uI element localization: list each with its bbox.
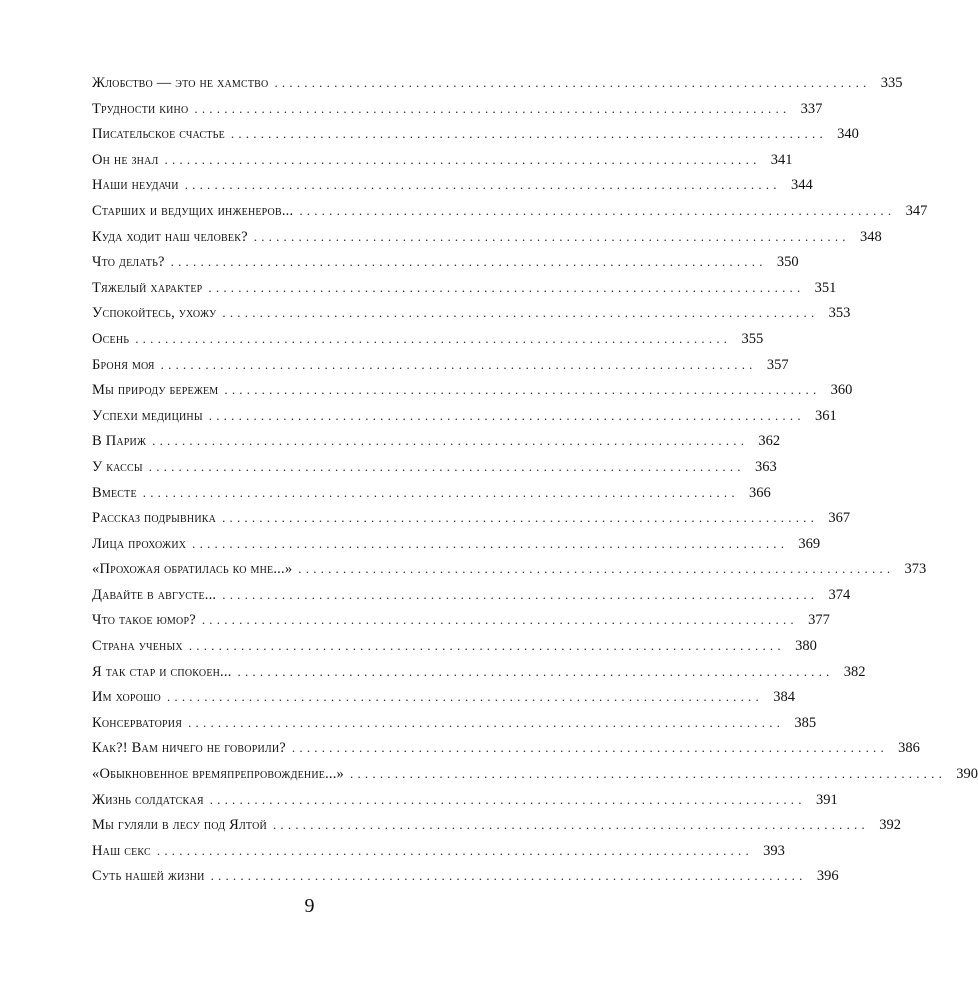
toc-entry-title: Консерватория	[92, 714, 183, 731]
toc-leader-dots: ................................................................................	[222, 305, 819, 321]
toc-entry-page: 391	[815, 791, 838, 808]
toc-entry-page: 361	[815, 407, 837, 424]
toc-entry	[92, 761, 978, 787]
toc-entry-page: 347	[905, 202, 928, 219]
toc-entry-page: 341	[770, 151, 793, 168]
toc-leader-dots: ................................................................................	[156, 842, 753, 858]
toc-leader-dots: ................................................................................	[194, 100, 791, 116]
toc-entry-page: 392	[879, 817, 901, 834]
toc-leader-dots: ................................................................................	[222, 586, 819, 602]
toc-entry-title: Мы природу бережем	[92, 382, 219, 399]
toc-entry-page: 386	[898, 740, 920, 757]
toc-leader-dots: ................................................................................	[222, 510, 819, 526]
toc-entry-page: 382	[843, 663, 866, 680]
toc-entry-page: 355	[741, 330, 764, 347]
toc-entry-title: Мы гуляли в лесу под Ялтой	[92, 817, 267, 834]
toc-entry-title: Вместе	[92, 484, 137, 501]
toc-entry	[92, 633, 817, 659]
toc-leader-dots: ................................................................................	[170, 254, 767, 270]
toc-entry	[92, 531, 821, 557]
toc-entry-page: 340	[837, 126, 859, 143]
page-number: 9	[304, 895, 315, 917]
toc-leader-dots: ................................................................................	[274, 75, 871, 90]
toc-entry	[92, 403, 837, 429]
toc-entry	[92, 172, 813, 198]
toc-leader-dots: ................................................................................	[291, 740, 888, 756]
toc-entry	[92, 249, 799, 275]
toc-leader-dots: ................................................................................	[188, 638, 785, 654]
toc-entry	[92, 326, 764, 352]
toc-entry	[92, 505, 851, 531]
toc-entry-title: Осень	[92, 330, 130, 347]
toc-entry-title: Тяжелый характер	[92, 279, 203, 296]
toc-entry-title: Успехи медицины	[92, 407, 203, 424]
toc-entry-page: 377	[808, 612, 830, 629]
toc-entry-title: Куда ходит наш человек?	[92, 228, 248, 245]
toc-entry	[92, 812, 901, 838]
toc-leader-dots: ................................................................................	[208, 279, 805, 295]
toc-leader-dots: ................................................................................	[160, 356, 757, 372]
toc-entry-title: Броня моя	[92, 356, 155, 373]
toc-entry	[92, 377, 853, 403]
toc-leader-dots: ................................................................................	[299, 202, 896, 218]
toc-entry-page: 362	[758, 433, 781, 450]
toc-entry	[92, 684, 795, 710]
toc-entry-title: Рассказ подрывника	[92, 510, 217, 527]
toc-entry	[92, 70, 903, 96]
toc-entry-title: Успокойтесь, ухожу	[92, 305, 217, 322]
toc-entry-title: Им хорошо	[92, 689, 161, 706]
toc-entry	[92, 428, 781, 454]
toc-entry-title: У кассы	[92, 458, 143, 475]
toc-entry-title: «Прохожая обратилась ко мне...»	[92, 561, 293, 578]
table-of-contents	[92, 70, 978, 889]
toc-entry-page: 335	[880, 75, 903, 91]
toc-entry-title: Писательское счастье	[92, 126, 225, 143]
toc-entry-page: 393	[763, 842, 785, 859]
toc-leader-dots: ................................................................................	[201, 612, 798, 628]
toc-entry	[92, 121, 859, 147]
toc-leader-dots: ................................................................................	[208, 407, 805, 423]
toc-entry	[92, 735, 920, 761]
toc-leader-dots: ................................................................................	[230, 126, 827, 142]
toc-entry	[92, 838, 785, 864]
toc-entry-title: Он не знал	[92, 151, 159, 168]
toc-entry	[92, 275, 837, 301]
toc-leader-dots: ................................................................................	[272, 817, 869, 833]
toc-entry-title: Трудности кино	[92, 100, 189, 117]
toc-entry-title: Жлобство — это не хамство	[92, 75, 269, 91]
toc-leader-dots: ................................................................................	[164, 151, 761, 167]
toc-entry	[92, 300, 851, 326]
toc-leader-dots: ................................................................................	[350, 766, 947, 782]
toc-entry-page: 366	[749, 484, 771, 501]
toc-entry-title: «Обыкновенное времяпрепровождение...»	[92, 766, 345, 783]
toc-entry	[92, 96, 823, 122]
toc-entry-title: Старших и ведущих инженеров...	[92, 202, 294, 219]
toc-entry	[92, 607, 830, 633]
toc-leader-dots: ................................................................................	[184, 177, 781, 193]
toc-entry-title: Лица прохожих	[92, 535, 187, 552]
toc-entry-page: 357	[766, 356, 789, 373]
toc-entry-page: 367	[828, 510, 851, 527]
toc-leader-dots: ................................................................................	[209, 791, 806, 807]
toc-entry-page: 380	[795, 638, 817, 655]
toc-entry-page: 348	[860, 228, 882, 245]
toc-entry-title: Я так стар и спокоен...	[92, 663, 232, 680]
toc-entry-title: Суть нашей жизни	[92, 868, 205, 885]
toc-entry	[92, 352, 789, 378]
toc-entry-page: 344	[790, 177, 813, 194]
toc-entry-title: Давайте в августе...	[92, 586, 217, 603]
toc-entry	[92, 224, 882, 250]
toc-leader-dots: ................................................................................	[253, 228, 850, 244]
toc-leader-dots: ................................................................................	[148, 458, 745, 474]
toc-leader-dots: ................................................................................	[135, 330, 732, 346]
toc-entry-title: Что такое юмор?	[92, 612, 196, 629]
toc-entry-title: Что делать?	[92, 254, 165, 271]
toc-entry-page: 351	[814, 279, 837, 296]
toc-entry-title: Страна ученых	[92, 638, 183, 655]
toc-leader-dots: ................................................................................	[298, 561, 895, 577]
toc-leader-dots: ................................................................................	[237, 663, 834, 679]
toc-leader-dots: ................................................................................	[192, 535, 789, 551]
toc-entry	[92, 787, 838, 813]
toc-entry-title: Наш секс	[92, 842, 151, 859]
toc-entry-page: 363	[755, 458, 777, 475]
toc-leader-dots: ................................................................................	[142, 484, 739, 500]
toc-entry-page: 360	[830, 382, 853, 399]
toc-entry	[92, 480, 771, 506]
toc-entry-title: Наши неудачи	[92, 177, 179, 194]
toc-entry-page: 337	[800, 100, 823, 117]
toc-entry-title: В Париж	[92, 433, 147, 450]
toc-entry-title: Как?! Вам ничего не говорили?	[92, 740, 286, 757]
toc-entry	[92, 710, 817, 736]
toc-entry	[92, 198, 928, 224]
toc-entry-page: 353	[828, 305, 851, 322]
toc-leader-dots: ................................................................................	[224, 382, 821, 398]
toc-leader-dots: ................................................................................	[166, 689, 763, 705]
toc-leader-dots: ................................................................................	[210, 868, 807, 884]
toc-entry-page: 373	[904, 561, 927, 578]
toc-entry	[92, 147, 793, 173]
toc-leader-dots: ................................................................................	[152, 433, 749, 449]
toc-entry-page: 384	[773, 689, 795, 706]
toc-entry	[92, 863, 839, 889]
toc-entry	[92, 454, 777, 480]
toc-entry-title: Жизнь солдатская	[92, 791, 204, 808]
toc-entry-page: 385	[794, 714, 817, 731]
toc-entry-page: 390	[956, 766, 978, 783]
toc-entry-page: 350	[776, 254, 799, 271]
toc-leader-dots: ................................................................................	[188, 714, 785, 730]
toc-entry-page: 369	[798, 535, 821, 552]
toc-entry	[92, 582, 851, 608]
toc-entry	[92, 556, 927, 582]
toc-entry	[92, 659, 866, 685]
toc-entry-page: 396	[816, 868, 839, 885]
toc-entry-page: 374	[828, 586, 851, 603]
